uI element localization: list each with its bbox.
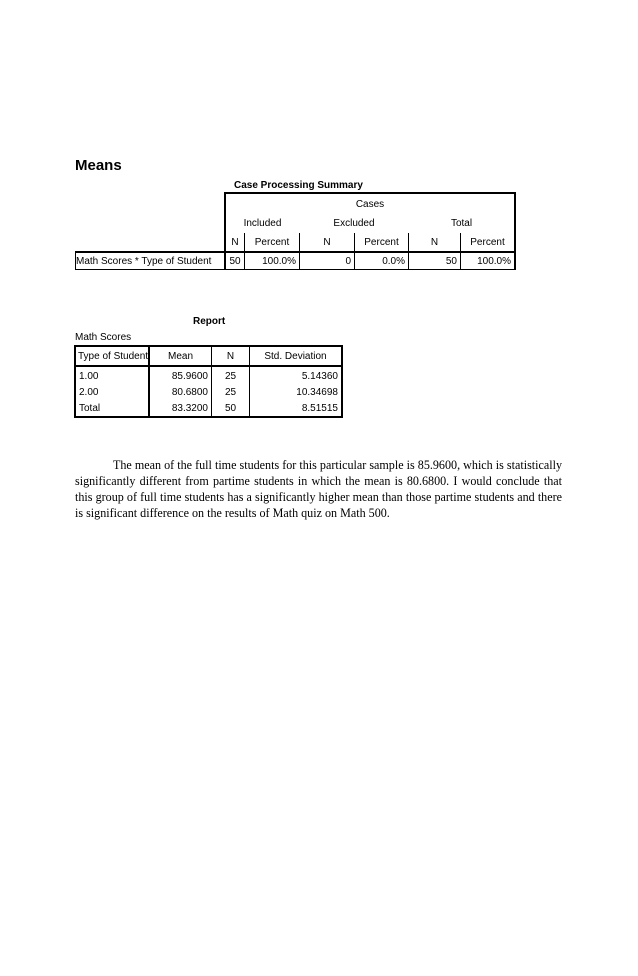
included-n: 50 — [229, 256, 241, 267]
cases-group-header: Cases — [355, 199, 385, 210]
case-summary-title: Case Processing Summary — [234, 180, 363, 191]
dependent-variable-label: Math Scores — [75, 332, 132, 343]
sub-header-included: Included — [243, 218, 282, 229]
table-border — [74, 365, 343, 367]
row-mean: 80.6800 — [171, 387, 208, 398]
sub-header-excluded: Excluded — [333, 218, 375, 229]
row-std-deviation: 5.14360 — [301, 371, 338, 382]
col-header-n: N — [226, 351, 235, 362]
col-header-n: N — [231, 237, 239, 248]
col-header-mean: Mean — [167, 351, 193, 362]
total-percent: 100.0% — [477, 256, 511, 267]
row-std-deviation: 10.34698 — [296, 387, 338, 398]
table-border — [75, 251, 516, 253]
table-border — [74, 345, 343, 347]
sub-header-total: Total — [450, 218, 473, 229]
included-percent: 100.0% — [262, 256, 296, 267]
report-title: Report — [193, 316, 226, 327]
row-type: Total — [79, 403, 101, 414]
row-n: 25 — [224, 387, 237, 398]
row-n: 50 — [224, 403, 237, 414]
col-header-percent: Percent — [470, 237, 505, 248]
row-type: 1.00 — [79, 371, 99, 382]
table-border — [224, 192, 516, 194]
total-n: 50 — [445, 256, 457, 267]
col-header-n: N — [430, 237, 439, 248]
table-border — [74, 416, 343, 418]
row-mean: 83.3200 — [171, 403, 208, 414]
row-type: 2.00 — [79, 387, 99, 398]
excluded-percent: 0.0% — [382, 256, 405, 267]
row-label: Math Scores * Type of Student — [76, 256, 212, 267]
col-header-percent: Percent — [254, 237, 290, 248]
excluded-n: 0 — [345, 256, 351, 267]
table-border — [341, 345, 343, 418]
table-border — [514, 192, 516, 270]
section-heading: Means — [75, 157, 122, 174]
table-border — [74, 345, 76, 418]
row-std-deviation: 8.51515 — [301, 403, 338, 414]
row-n: 25 — [224, 371, 237, 382]
col-header-n: N — [323, 237, 331, 248]
col-header-percent: Percent — [364, 237, 399, 248]
col-header-std-deviation: Std. Deviation — [264, 351, 327, 362]
row-mean: 85.9600 — [171, 371, 208, 382]
col-header-type: Type of Student — [78, 351, 149, 362]
conclusion-paragraph: The mean of the full time students for this particular sample is 85.9600, which is statistically significantly different from partime students in which the mean is 80.6800. I would conclude that this group of full time students has a significantly higher mean than those partime students and there is significant difference on the results of Math quiz on Math 500. — [75, 458, 562, 520]
table-border — [75, 269, 516, 270]
